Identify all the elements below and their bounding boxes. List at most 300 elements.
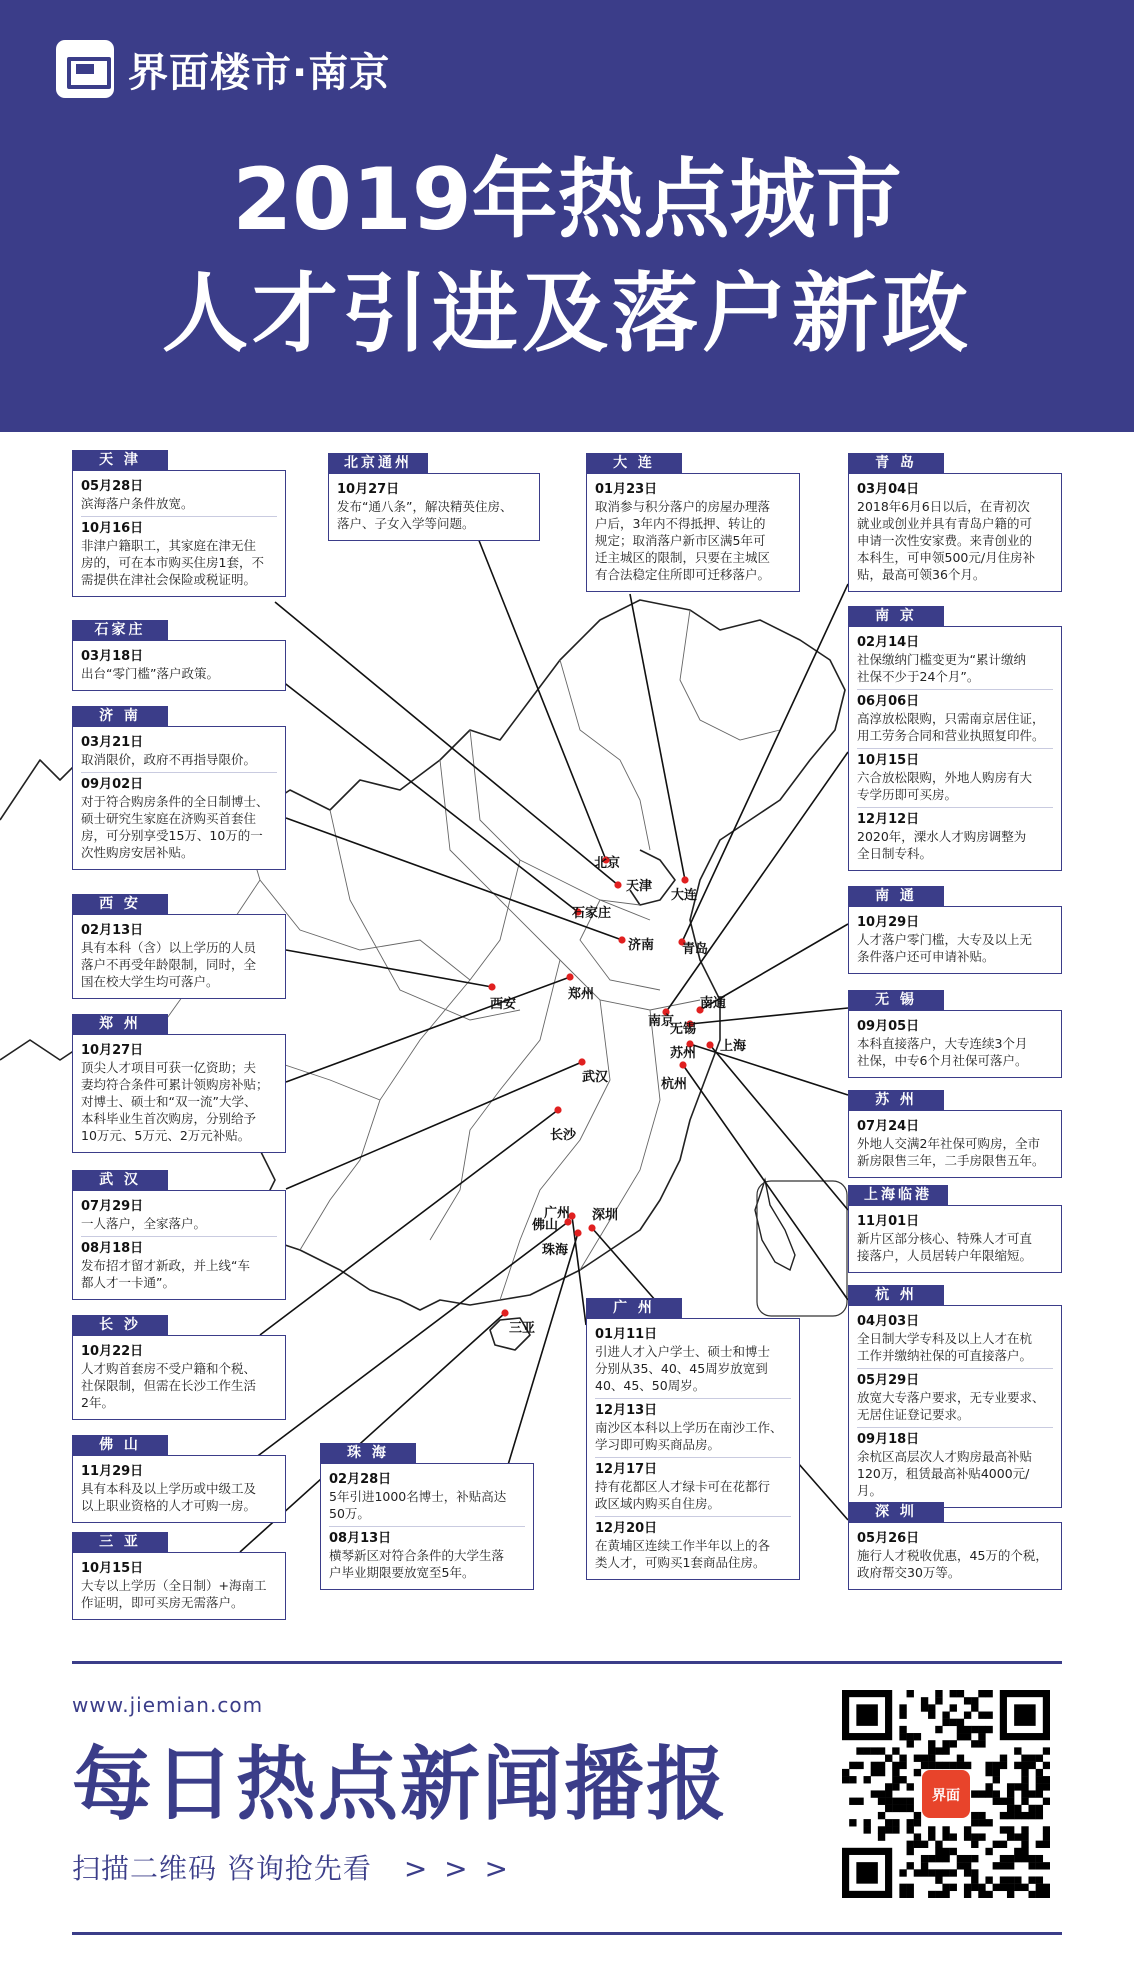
policy-text-line: 次性购房安居补贴。 <box>81 845 194 860</box>
qr-module <box>1028 1755 1035 1762</box>
qr-module <box>971 1819 978 1826</box>
footer-divider-bottom <box>72 1932 1062 1935</box>
qr-module <box>907 1733 914 1740</box>
policy-date: 09月18日 <box>857 1432 920 1447</box>
title-line-1: 2019年热点城市 <box>232 150 902 250</box>
qr-module <box>935 1690 942 1697</box>
qr-module <box>928 1869 935 1876</box>
qr-module <box>950 1884 957 1891</box>
qr-module <box>849 1762 856 1769</box>
policy-entry <box>329 1526 525 1585</box>
qr-module <box>1000 1862 1007 1869</box>
policy-card-foshan <box>72 1455 286 1523</box>
map-label: 无锡 <box>670 1022 697 1037</box>
city-dot <box>588 1224 595 1231</box>
qr-module <box>878 1762 885 1769</box>
city-label-xian: 西 安 <box>72 894 168 914</box>
policy-text-line: 房，可分别享受15万、10万的一 <box>81 828 263 843</box>
qr-module <box>899 1733 906 1740</box>
qr-module <box>864 1776 871 1783</box>
policy-entry <box>81 475 277 516</box>
qr-module <box>921 1841 928 1848</box>
qr-module <box>892 1769 899 1776</box>
city-dot <box>488 983 495 990</box>
qr-module <box>993 1769 1000 1776</box>
qr-module <box>1021 1769 1028 1776</box>
policy-date: 06月06日 <box>857 694 920 709</box>
qr-module <box>978 1884 985 1891</box>
qr-module <box>914 1733 921 1740</box>
policy-text-line: 迁主城区的限制，只要在主城区 <box>595 550 771 565</box>
qr-module <box>928 1704 935 1711</box>
city-label-changsha: 长 沙 <box>72 1315 168 1335</box>
qr-module <box>1043 1862 1050 1869</box>
map-label: 北京 <box>594 856 621 871</box>
leader-line <box>275 602 621 885</box>
qr-module <box>885 1755 892 1762</box>
city-label-nantong: 南 通 <box>848 886 944 906</box>
qr-module <box>1021 1783 1028 1790</box>
qr-module <box>885 1805 892 1812</box>
qr-finder <box>1014 1704 1036 1726</box>
leader-line <box>683 1065 848 1300</box>
qr-module <box>1000 1812 1007 1819</box>
policy-date: 05月29日 <box>857 1373 920 1388</box>
policy-text-line: 户毕业期限要放宽至5年。 <box>329 1565 475 1580</box>
qr-module <box>1000 1841 1007 1848</box>
policy-entry <box>857 1115 1053 1173</box>
qr-module <box>856 1762 863 1769</box>
policy-text-line: 房的，可在本市购买住房1套，不 <box>81 555 264 570</box>
qr-module <box>885 1790 892 1797</box>
qr-module <box>978 1740 985 1747</box>
policy-text-line: 高淳放松限购，只需南京居住证， <box>857 711 1045 726</box>
policy-card-shanghai-lingang <box>848 1205 1062 1273</box>
qr-module <box>1007 1891 1014 1898</box>
qr-module <box>1043 1798 1050 1805</box>
policy-card-guangzhou <box>586 1318 800 1580</box>
qr-module <box>950 1869 957 1876</box>
policy-card-dalian <box>586 473 800 592</box>
qr-module <box>1000 1826 1007 1833</box>
policy-text-line: 全日制大学专科及以上人才在杭 <box>857 1331 1033 1346</box>
qr-module <box>971 1812 978 1819</box>
policy-text-line: 用工劳务合同和营业执照复印件。 <box>857 728 1045 743</box>
qr-module <box>993 1862 1000 1869</box>
city-label-jinan: 济 南 <box>72 706 168 726</box>
policy-text-line: 本科直接落户，大专连续3个月 <box>857 1036 1028 1051</box>
qr-module <box>985 1783 992 1790</box>
qr-code[interactable] <box>842 1690 1050 1898</box>
policy-text-line: 申请一次性安家费。来青创业的 <box>857 533 1033 548</box>
qr-module <box>928 1891 935 1898</box>
qr-module <box>985 1790 992 1797</box>
policy-text-line: 政区域内购买自住房。 <box>595 1496 721 1511</box>
qr-module <box>878 1790 885 1797</box>
logo-text: 界面楼市·南京 <box>128 49 391 96</box>
policy-entry <box>857 689 1053 748</box>
qr-module <box>1043 1884 1050 1891</box>
policy-date: 10月29日 <box>857 915 920 930</box>
policy-date: 05月26日 <box>857 1531 920 1546</box>
policy-date: 01月11日 <box>595 1327 658 1342</box>
qr-module <box>885 1798 892 1805</box>
qr-module <box>1007 1790 1014 1797</box>
qr-module <box>964 1726 971 1733</box>
qr-module <box>935 1841 942 1848</box>
policy-card-xian <box>72 914 286 999</box>
policy-card-shijiazhuang <box>72 640 286 691</box>
qr-module <box>985 1690 992 1697</box>
policy-card-wuxi <box>848 1010 1062 1078</box>
slogan: 每日热点新闻播报 <box>72 1738 728 1831</box>
qr-module <box>971 1697 978 1704</box>
map-label: 珠海 <box>542 1243 569 1258</box>
qr-module <box>942 1869 949 1876</box>
policy-text-line: 南沙区本科以上学历在南沙工作、 <box>595 1420 783 1435</box>
policy-text-line: 5年引进1000名博士，补贴高达 <box>329 1489 507 1504</box>
qr-module <box>842 1776 849 1783</box>
qr-module <box>985 1848 992 1855</box>
leader-line <box>666 752 848 1012</box>
qr-module <box>950 1704 957 1711</box>
qr-module <box>871 1747 878 1754</box>
policy-entry <box>337 478 531 536</box>
map-label: 三亚 <box>509 1321 536 1336</box>
policy-card-changsha <box>72 1335 286 1420</box>
qr-module <box>1014 1805 1021 1812</box>
qr-module <box>899 1798 906 1805</box>
qr-module <box>1043 1783 1050 1790</box>
city-label-beijing-tongzhou: 北京通州 <box>328 453 428 473</box>
qr-module <box>1043 1776 1050 1783</box>
qr-module <box>899 1869 906 1876</box>
policy-text-line: 落户不再受年龄限制，同时，全 <box>81 957 257 972</box>
qr-module <box>892 1805 899 1812</box>
policy-text-line: 取消限价，政府不再指导限价。 <box>81 752 257 767</box>
policy-card-zhuhai <box>320 1463 534 1590</box>
policy-date: 12月17日 <box>595 1462 658 1477</box>
leader-line <box>260 1110 558 1335</box>
qr-module <box>978 1726 985 1733</box>
city-dot <box>578 1058 585 1065</box>
qr-module <box>935 1876 942 1883</box>
policy-text-line: 贴，最高可领36个月。 <box>857 567 986 582</box>
qr-module <box>878 1812 885 1819</box>
qr-module <box>878 1769 885 1776</box>
qr-module <box>964 1862 971 1869</box>
qr-module <box>1021 1848 1028 1855</box>
qr-module <box>864 1819 871 1826</box>
qr-module <box>935 1762 942 1769</box>
qr-module <box>892 1762 899 1769</box>
policy-text-line: 顶尖人才项目可获一亿资助；夫 <box>81 1060 257 1075</box>
qr-module <box>935 1747 942 1754</box>
qr-module <box>878 1826 885 1833</box>
qr-module <box>907 1891 914 1898</box>
qr-module <box>892 1747 899 1754</box>
qr-module <box>964 1733 971 1740</box>
qr-module <box>928 1833 935 1840</box>
qr-module <box>899 1891 906 1898</box>
policy-text-line: 取消参与积分落户的房屋办理落 <box>595 499 771 514</box>
qr-module <box>907 1805 914 1812</box>
qr-module <box>899 1704 906 1711</box>
qr-module <box>935 1891 942 1898</box>
qr-module <box>964 1712 971 1719</box>
qr-module <box>928 1712 935 1719</box>
policy-entry <box>857 1527 1053 1585</box>
qr-module <box>971 1855 978 1862</box>
policy-text-line: 妻均符合条件可累计领购房补贴； <box>81 1077 269 1092</box>
policy-text-line: 非津户籍职工，其家庭在津无住 <box>81 538 257 553</box>
qr-module <box>928 1747 935 1754</box>
qr-module <box>1007 1812 1014 1819</box>
qr-module <box>1021 1776 1028 1783</box>
city-label-shenzhen: 深 圳 <box>848 1502 944 1522</box>
qr-module <box>907 1848 914 1855</box>
qr-module <box>985 1712 992 1719</box>
leader-line <box>508 1233 578 1465</box>
policy-date: 09月02日 <box>81 777 144 792</box>
qr-module <box>957 1862 964 1869</box>
qr-module <box>985 1819 992 1826</box>
policy-date: 10月27日 <box>81 1043 144 1058</box>
policy-text-line: 六合放松限购，外地人购房有大 <box>857 770 1033 785</box>
qr-module <box>928 1740 935 1747</box>
qr-module <box>899 1712 906 1719</box>
leader-line <box>286 818 622 940</box>
map-label: 杭州 <box>661 1077 688 1092</box>
qr-module <box>978 1790 985 1797</box>
qr-module <box>1007 1798 1014 1805</box>
policy-entry <box>81 1557 277 1615</box>
qr-module <box>892 1826 899 1833</box>
qr-module <box>942 1740 949 1747</box>
qr-module <box>899 1884 906 1891</box>
qr-module <box>950 1719 957 1726</box>
qr-module <box>935 1848 942 1855</box>
city-label-wuhan: 武 汉 <box>72 1170 168 1190</box>
qr-module <box>978 1819 985 1826</box>
city-dot <box>618 936 625 943</box>
policy-text-line: 对博士、硕士和“双一流”大学、 <box>81 1094 257 1109</box>
policy-text-line: 都人才一卡通”。 <box>81 1275 175 1290</box>
qr-module <box>985 1762 992 1769</box>
policy-text-line: 120万，租赁最高补贴4000元/月。 <box>857 1466 1030 1498</box>
qr-module <box>914 1841 921 1848</box>
city-dot <box>706 1041 713 1048</box>
qr-module <box>1007 1884 1014 1891</box>
policy-text-line: 本科毕业生首次购房，分别给予 <box>81 1111 257 1126</box>
qr-module <box>1021 1841 1028 1848</box>
policy-text-line: 户后，3年内不得抵押、转让的 <box>595 516 766 531</box>
qr-module <box>985 1876 992 1883</box>
city-label-dalian: 大 连 <box>586 453 682 473</box>
map-label: 青岛 <box>682 942 709 957</box>
qr-module <box>1000 1755 1007 1762</box>
qr-module <box>950 1833 957 1840</box>
qr-module <box>1007 1826 1014 1833</box>
qr-module <box>907 1826 914 1833</box>
qr-module <box>907 1690 914 1697</box>
qr-module <box>1000 1855 1007 1862</box>
qr-module <box>964 1833 971 1840</box>
policy-card-suzhou <box>848 1110 1062 1178</box>
map-label: 西安 <box>490 997 517 1012</box>
qr-module <box>942 1762 949 1769</box>
qr-module <box>1021 1755 1028 1762</box>
policy-date: 05月28日 <box>81 479 144 494</box>
policy-date: 11月29日 <box>81 1464 144 1479</box>
policy-date: 07月29日 <box>81 1199 144 1214</box>
map-label: 南通 <box>700 996 727 1011</box>
qr-module <box>964 1762 971 1769</box>
city-dot <box>681 876 688 883</box>
qr-finder <box>856 1862 878 1884</box>
policy-text-line: 40、45、50周岁。 <box>595 1378 706 1393</box>
qr-module <box>942 1833 949 1840</box>
city-label-wuxi: 无 锡 <box>848 990 944 1010</box>
qr-module <box>1028 1805 1035 1812</box>
policy-date: 03月21日 <box>81 735 144 750</box>
policy-text-line: 10万元、5万元、2万元补贴。 <box>81 1128 251 1143</box>
qr-module <box>928 1855 935 1862</box>
qr-module <box>1014 1747 1021 1754</box>
policy-card-qingdao <box>848 473 1062 592</box>
policy-text-line: 专学历即可买房。 <box>857 787 958 802</box>
qr-module <box>993 1798 1000 1805</box>
qr-module <box>1036 1884 1043 1891</box>
policy-text-line: 新片区部分核心、特殊人才可直 <box>857 1231 1033 1246</box>
map-label: 上海 <box>720 1039 747 1054</box>
qr-module <box>978 1712 985 1719</box>
policy-card-shenzhen <box>848 1522 1062 1590</box>
qr-module <box>907 1783 914 1790</box>
qr-module <box>1021 1790 1028 1797</box>
map-label: 广州 <box>544 1206 571 1221</box>
map-label: 石家庄 <box>572 906 612 921</box>
qr-module <box>892 1819 899 1826</box>
website-url[interactable]: www.jiemian.com <box>72 1693 264 1717</box>
policy-text-line: 具有本科（含）以上学历的人员 <box>81 940 257 955</box>
qr-module <box>964 1884 971 1891</box>
qr-module <box>1036 1769 1043 1776</box>
leader-line <box>255 660 578 912</box>
map-label: 郑州 <box>568 987 595 1002</box>
qr-module <box>1007 1855 1014 1862</box>
policy-text-line: 硕士研究生家庭在济购买首套住 <box>81 811 257 826</box>
policy-entry <box>857 1310 1053 1368</box>
qr-module <box>921 1855 928 1862</box>
qr-module <box>950 1762 957 1769</box>
qr-module <box>942 1855 949 1862</box>
city-label-shijiazhuang: 石家庄 <box>72 620 168 640</box>
map-label: 武汉 <box>582 1070 609 1085</box>
qr-module <box>1043 1833 1050 1840</box>
qr-module <box>864 1747 871 1754</box>
city-dot <box>614 881 621 888</box>
policy-text-line: 对于符合购房条件的全日制博士、 <box>81 794 269 809</box>
policy-text-line: 在黄埔区连续工作半年以上的各 <box>595 1538 771 1553</box>
policy-text-line: 分别从35、40、45周岁放宽到 <box>595 1361 768 1376</box>
policy-text-line: 国在校大学生均可落户。 <box>81 974 219 989</box>
policy-text-line: 2年。 <box>81 1395 114 1410</box>
policy-text-line: 社保缴纳门槛变更为“累计缴纳 <box>857 652 1026 667</box>
qr-module <box>935 1726 942 1733</box>
qr-module <box>942 1747 949 1754</box>
qr-module <box>971 1740 978 1747</box>
policy-date: 12月13日 <box>595 1403 658 1418</box>
city-label-suzhou: 苏 州 <box>848 1090 944 1110</box>
policy-text-line: 新房限售三年，二手房限售五年。 <box>857 1153 1045 1168</box>
qr-module <box>921 1862 928 1869</box>
qr-module <box>1028 1862 1035 1869</box>
qr-module <box>1014 1884 1021 1891</box>
city-label-shanghai-lingang: 上海临港 <box>848 1185 948 1205</box>
policy-date: 02月13日 <box>81 923 144 938</box>
brand-logo[interactable] <box>56 40 390 98</box>
qr-module <box>1036 1876 1043 1883</box>
qr-module <box>993 1884 1000 1891</box>
policy-entry <box>81 645 277 686</box>
qr-module <box>899 1776 906 1783</box>
qr-module <box>849 1798 856 1805</box>
scan-text: 扫描二维码 咨询抢先看 <box>72 1852 372 1885</box>
qr-module <box>892 1798 899 1805</box>
qr-module <box>1007 1783 1014 1790</box>
qr-module <box>1021 1812 1028 1819</box>
policy-entry <box>857 1015 1053 1073</box>
policy-entry <box>81 731 277 772</box>
policy-entry <box>857 1210 1053 1268</box>
city-dot <box>501 1309 508 1316</box>
city-label-zhengzhou: 郑 州 <box>72 1014 168 1034</box>
policy-text-line: 施行人才税收优惠，45万的个税， <box>857 1548 1048 1563</box>
qr-module <box>878 1747 885 1754</box>
policy-text-line: 发布招才留才新政，并上线“车 <box>81 1258 250 1273</box>
qr-module <box>971 1726 978 1733</box>
qr-module <box>993 1762 1000 1769</box>
qr-module <box>971 1876 978 1883</box>
qr-module <box>985 1891 992 1898</box>
leader-line <box>286 950 492 987</box>
qr-module <box>878 1798 885 1805</box>
policy-card-hangzhou <box>848 1305 1062 1508</box>
qr-module <box>1021 1833 1028 1840</box>
policy-entry <box>595 478 791 587</box>
qr-module <box>878 1833 885 1840</box>
policy-text-line: 需提供在津社会保险或税证明。 <box>81 572 257 587</box>
policy-text-line: 学习即可购买商品房。 <box>595 1437 721 1452</box>
qr-module <box>892 1783 899 1790</box>
city-label-tianjin: 天 津 <box>72 450 168 470</box>
qr-module <box>957 1755 964 1762</box>
city-label-foshan: 佛 山 <box>72 1435 168 1455</box>
policy-map <box>0 432 1134 1652</box>
policy-date: 09月05日 <box>857 1019 920 1034</box>
policy-text-line: 有合法稳定住所即可迁移落户。 <box>595 567 771 582</box>
policy-card-jinan <box>72 726 286 870</box>
policy-text-line: 规定；取消落户新市区满5年可 <box>595 533 766 548</box>
policy-date: 10月27日 <box>337 482 400 497</box>
policy-entry <box>329 1468 525 1526</box>
policy-date: 02月28日 <box>329 1472 392 1487</box>
qr-module <box>885 1819 892 1826</box>
qr-module <box>942 1719 949 1726</box>
policy-text-line: 全日制专科。 <box>857 846 933 861</box>
policy-date: 10月16日 <box>81 521 144 536</box>
